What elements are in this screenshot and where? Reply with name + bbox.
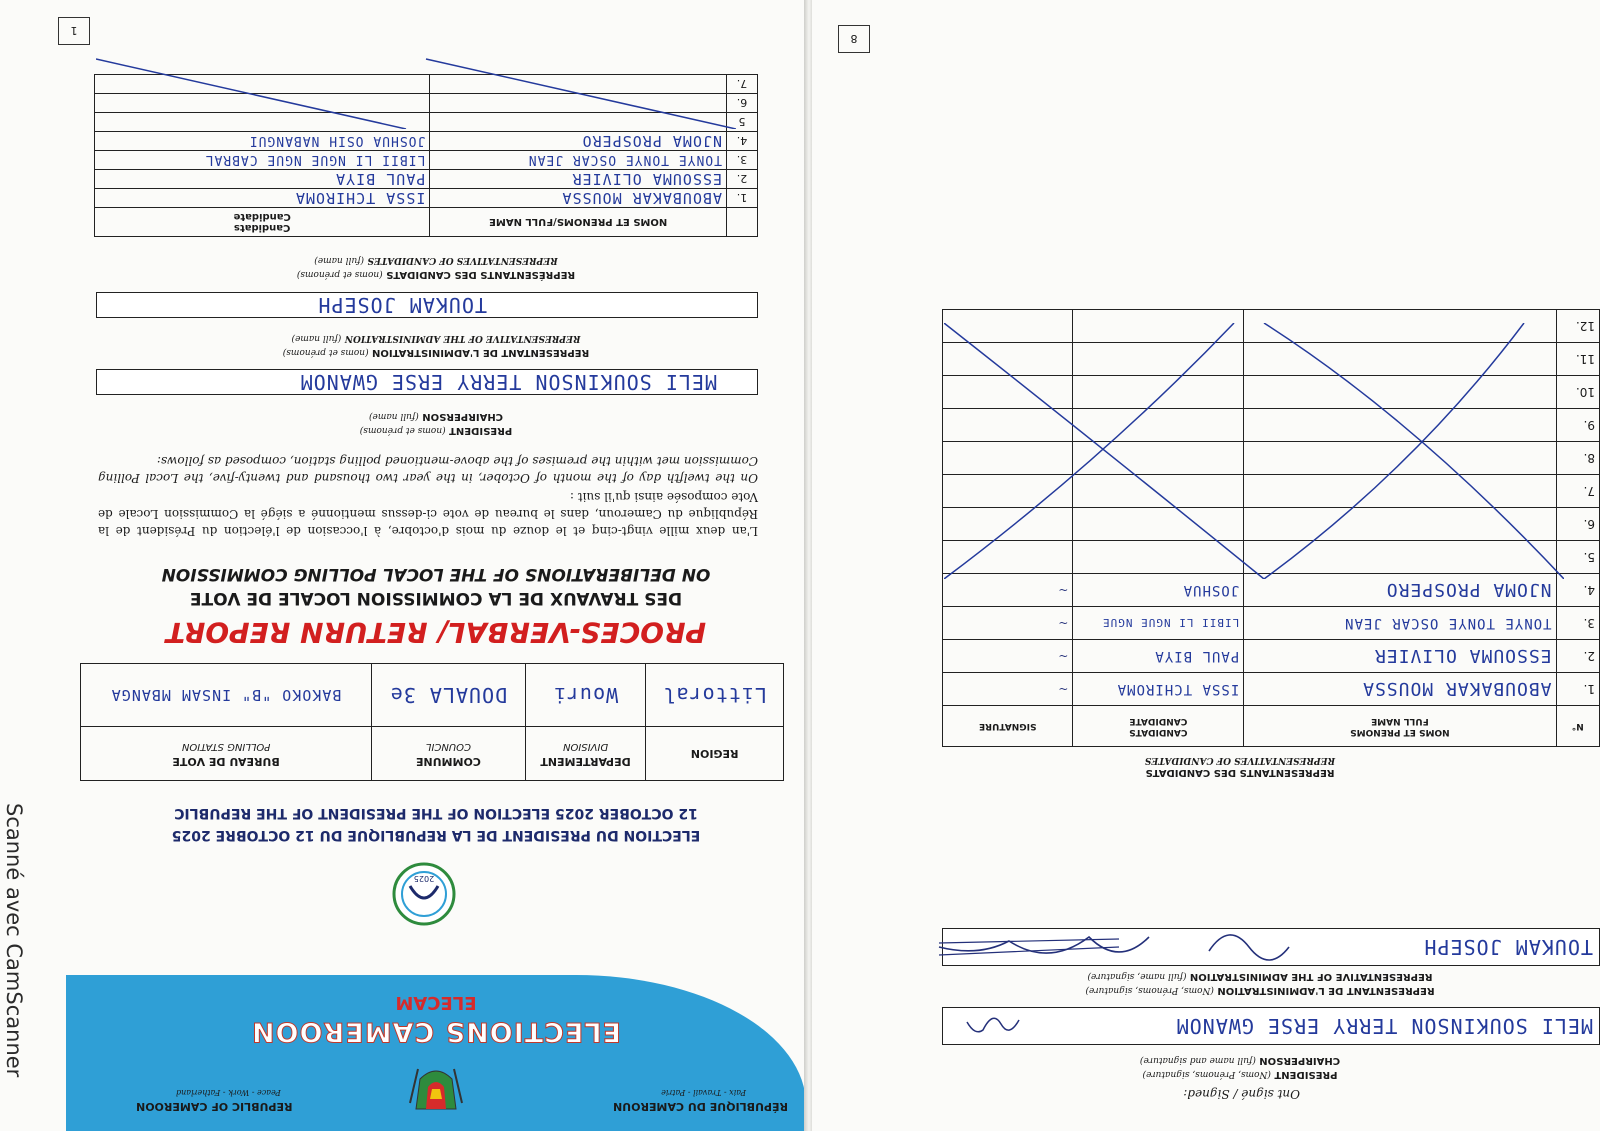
- table-row: [95, 170, 758, 189]
- row-number: 6.: [1556, 508, 1599, 541]
- report-title: PROCES-VERBAL/ RETURN REPORT: [165, 616, 707, 649]
- rp-representatives-label-en: REPRESENTATIVES OF CANDIDATES: [1144, 755, 1336, 765]
- row-candidate-cell: [1073, 673, 1244, 706]
- table-row: [943, 640, 1600, 673]
- rp-administration-name: TOUKAM JOSEPH: [1423, 935, 1593, 959]
- header-polling-station-fr: BUREAU DE VOTE: [172, 754, 280, 768]
- row-signature-cell: [943, 673, 1073, 706]
- table-row: [95, 151, 758, 170]
- value-polling-station: BAKOKO "B" INSAM MBANGA: [81, 664, 372, 727]
- header-region-fr: REGION: [690, 747, 739, 761]
- row-candidate: ISSA TCHIROMA: [294, 189, 426, 207]
- camscanner-text: Scanné avec CamScanner: [2, 803, 26, 1078]
- row-candidate-cell: [95, 151, 430, 170]
- row-candidate: ISSA TCHIROMA: [1116, 681, 1240, 697]
- motto-en: Peace - Work - Fatherland: [176, 1088, 281, 1097]
- row-number: 7.: [727, 75, 758, 94]
- header-council: [372, 726, 525, 780]
- representatives-header-row: [95, 208, 758, 237]
- administration-label-en-note: (full name): [291, 333, 342, 343]
- row-name-cell: [1244, 673, 1556, 706]
- table-row: [95, 189, 758, 208]
- administration-label: [106, 331, 766, 359]
- header-council-en: COUNCIL: [425, 740, 472, 752]
- row-name: NJOMA PROSPERO: [581, 132, 722, 150]
- rp-administration-label-en: REPRESENTATIVE OF THE ADMINISTRATION: [1189, 971, 1433, 982]
- row-candidate: JOSHUA: [1182, 582, 1240, 598]
- president-label-en: CHAIRPERSON: [1259, 1055, 1341, 1066]
- row-number: 2.: [727, 170, 758, 189]
- rp-header-candidate: [1073, 706, 1244, 747]
- row-name: TONYE TONYE OSCAR JEAN: [1344, 615, 1552, 631]
- header-department-en: DIVISION: [562, 740, 609, 752]
- header-department-fr: DEPARTEMENT: [540, 754, 631, 768]
- row-number: 11.: [1556, 343, 1599, 376]
- header-polling-station-en: POLLING STATION: [181, 740, 271, 752]
- row-name: NJOMA PROSPERO: [1385, 579, 1552, 601]
- rp-header-name-fr: NOMS ET PRENOMS: [1350, 727, 1450, 737]
- chairperson-label-en-note: (full name): [368, 411, 419, 421]
- administration-name: TOUKAM JOSEPH: [317, 293, 487, 317]
- value-department: Wouri: [525, 664, 646, 727]
- row-number: 4.: [1556, 574, 1599, 607]
- row-number: 7.: [1556, 475, 1599, 508]
- row-candidate: LIBII LI NGUE NGUE: [1102, 616, 1240, 629]
- representatives-label: [106, 253, 766, 281]
- row-name-cell: [1244, 607, 1556, 640]
- rp-administration-label-en-note: (full name, signature): [1087, 971, 1187, 981]
- value-region: Littoral: [646, 664, 784, 727]
- row-name: TONYE TONYE OSCAR JEAN: [527, 152, 722, 168]
- admin-table-header-row: [81, 726, 784, 780]
- rp-representatives-label: [1040, 753, 1440, 779]
- chairperson-name-box: [96, 369, 758, 395]
- seal-year: 2025: [413, 874, 435, 883]
- row-number: 3.: [727, 151, 758, 170]
- administration-label-en: REPRESENTATIVE OF THE ADMINISTRATION: [344, 333, 581, 343]
- rp-header-candidate-en: CANDIDATE: [1129, 716, 1188, 726]
- representatives-label-en-note: (full name): [314, 255, 365, 265]
- election-title-fr: ELECTION DU PRESIDENT DE LA REPUBLIQUE DU 12 OCTOBRE 2025: [171, 827, 701, 843]
- right-page: [812, 0, 1600, 1131]
- chairperson-label-en: CHAIRPERSON: [422, 411, 504, 422]
- row-candidate-cell: [1073, 607, 1244, 640]
- row-number: 1.: [1556, 673, 1599, 706]
- header-number: [727, 208, 758, 237]
- camscanner-watermark: [0, 785, 42, 1115]
- administration-label-fr: REPRESENTANT DE L'ADMINISTRATION: [372, 347, 590, 358]
- administration-label-fr-note: (noms et prénoms): [282, 347, 369, 357]
- row-name-cell: [430, 151, 727, 170]
- chairperson-label: [106, 409, 766, 437]
- row-candidate-cell: [95, 170, 430, 189]
- row-candidate: PAUL BIYA: [335, 170, 426, 188]
- row-candidate: PAUL BIYA: [1154, 648, 1240, 664]
- row-candidate: JOSHUA OSIH NABANGUI: [248, 133, 426, 149]
- chairperson-label-fr: PRESIDENT: [449, 425, 513, 436]
- row-number: 8.: [1556, 442, 1599, 475]
- header-council-fr: COMMUNE: [415, 754, 481, 768]
- rp-representatives-header-row: [943, 706, 1600, 747]
- row-number: 4.: [727, 132, 758, 151]
- rp-header-name-en: FULL NAME: [1371, 716, 1429, 726]
- page-number-right: 8: [838, 25, 870, 53]
- row-number: 5.: [1556, 541, 1599, 574]
- report-subtitle-en: ON DELIBERATIONS OF THE LOCAL POLLING COMMISSION: [161, 564, 711, 584]
- rp-administration-label-fr-note: (Noms, Prénoms, signature): [1085, 985, 1214, 995]
- header-department: [525, 726, 646, 780]
- right-page-rotated-content: [812, 0, 1600, 1131]
- preamble: [98, 450, 758, 539]
- signature-mark: ~: [1058, 649, 1069, 663]
- row-name-cell: [1244, 640, 1556, 673]
- row-name-cell: [430, 170, 727, 189]
- value-council: DOUALA 3e: [372, 664, 525, 727]
- chairperson-name: MELI SOUKINSON TERRY ERSE GWANOM: [299, 370, 717, 394]
- election-title-en: 12 OCTOBER 2025 ELECTION OF THE PRESIDENT OF THE REPUBLIC: [174, 805, 698, 821]
- row-signature-cell: [943, 640, 1073, 673]
- brand-short: ELECAM: [395, 992, 477, 1013]
- rp-administration-label-fr: REPRESENTANT DE L'ADMINISTRATION: [1217, 985, 1435, 996]
- row-candidate-cell: [95, 189, 430, 208]
- header-candidate-en: Candidate: [233, 211, 291, 222]
- president-signature-icon: [963, 1012, 1023, 1040]
- administration-name-box: [96, 292, 758, 318]
- signed-label: Ont signé / Signed:: [1183, 1087, 1300, 1101]
- row-number: 3.: [1556, 607, 1599, 640]
- row-name: ESSOUMA OLIVIER: [1373, 645, 1552, 667]
- row-number: 1.: [727, 189, 758, 208]
- coat-of-arms-icon: [406, 1061, 466, 1117]
- row-name: ESSOUMA OLIVIER: [571, 170, 722, 188]
- rp-header-number: N°: [1556, 706, 1599, 747]
- row-candidate: LIBII LI NGUE NGUE CABRAL: [204, 152, 426, 168]
- row-signature-cell: [943, 607, 1073, 640]
- administration-signature-box: [942, 928, 1600, 966]
- page-number-left: 1: [58, 17, 90, 45]
- table-row: [943, 673, 1600, 706]
- elecam-seal-icon: [392, 862, 456, 926]
- row-number: 6.: [727, 94, 758, 113]
- header-polling-station: [81, 726, 372, 780]
- row-number: 12.: [1556, 310, 1599, 343]
- election-heading: [86, 802, 786, 846]
- row-name: ABOUBAKAR MOUSSA: [561, 189, 722, 207]
- admin-table-value-row: [81, 664, 784, 727]
- row-name-cell: [430, 132, 727, 151]
- admin-location-table: [80, 663, 784, 781]
- representatives-label-en: REPRESENTATIVES OF CANDIDATES: [367, 255, 558, 265]
- rp-header-candidate-fr: CANDIDATS: [1129, 727, 1188, 737]
- row-number: 10.: [1556, 376, 1599, 409]
- representatives-label-fr: REPRÉSENTANTS DES CANDIDATS: [386, 269, 576, 280]
- president-signature-box: [942, 1007, 1600, 1045]
- rp-header-signature: SIGNATURE: [943, 706, 1073, 747]
- empty-rows-strike-lines: [96, 57, 736, 129]
- empty-rows-cross-lines: [944, 323, 1564, 579]
- elecam-banner: [66, 926, 806, 1131]
- representatives-label-fr-note: (noms et prénoms): [296, 269, 383, 279]
- motto-fr: Paix - Travail - Patrie: [661, 1088, 746, 1097]
- republic-en: REPUBLIC OF CAMEROON: [136, 1100, 293, 1113]
- chairperson-label-fr-note: (noms et prénoms): [359, 425, 446, 435]
- president-label-fr-note: (Noms, Prénoms, signature): [1142, 1069, 1271, 1079]
- brand-name: ELECTIONS CAMEROON: [250, 1016, 622, 1047]
- header-candidate-fr: Candidats: [233, 222, 291, 233]
- table-row: [943, 607, 1600, 640]
- row-number: 2.: [1556, 640, 1599, 673]
- row-candidate-cell: [95, 132, 430, 151]
- header-full-name: NOMS ET PRENOMS/FULL NAME: [430, 208, 727, 237]
- header-region: [646, 726, 784, 780]
- report-subtitle-fr: DES TRAVAUX DE LA COMMISSION LOCALE DE VOTE: [189, 588, 683, 608]
- administration-signature-icon: [929, 917, 1449, 977]
- president-label: [1060, 1053, 1420, 1081]
- row-name: ABOUBAKAR MOUSSA: [1362, 678, 1552, 700]
- signature-mark: ~: [1058, 583, 1069, 597]
- republic-fr: RÉPUBLIQUE DU CAMEROUN: [613, 1100, 788, 1113]
- rp-header-name: [1244, 706, 1556, 747]
- president-label-en-note: (full name and signature): [1139, 1055, 1256, 1065]
- row-name-cell: [430, 189, 727, 208]
- signature-mark: ~: [1058, 682, 1069, 696]
- preamble-fr: L'an deux mille vingt-cinq et le douze du mois d'octobre, à l'occasion de l'élection du Président de la République du Cameroun, dans le bureau de vote ci-dessus mentionné a siégé la Commission Locale de Vote composée ainsi qu'il suit :: [98, 490, 758, 538]
- president-name: MELI SOUKINSON TERRY ERSE GWANOM: [1175, 1014, 1593, 1038]
- table-row: [95, 132, 758, 151]
- preamble-en: On the twelfth day of the month of October, in the year two thousand and twenty-five, the Local Polling Commission met within the premises of the above-mentioned polling station, composed as follows:: [98, 454, 758, 485]
- row-number: 5: [727, 113, 758, 132]
- row-number: 9.: [1556, 409, 1599, 442]
- rp-representatives-label-fr: REPRESENTANTS DES CANDIDATS: [1145, 767, 1335, 778]
- header-candidate: [95, 208, 430, 237]
- row-candidate-cell: [1073, 640, 1244, 673]
- president-label-fr: PRESIDENT: [1274, 1069, 1338, 1080]
- signature-mark: ~: [1058, 616, 1069, 630]
